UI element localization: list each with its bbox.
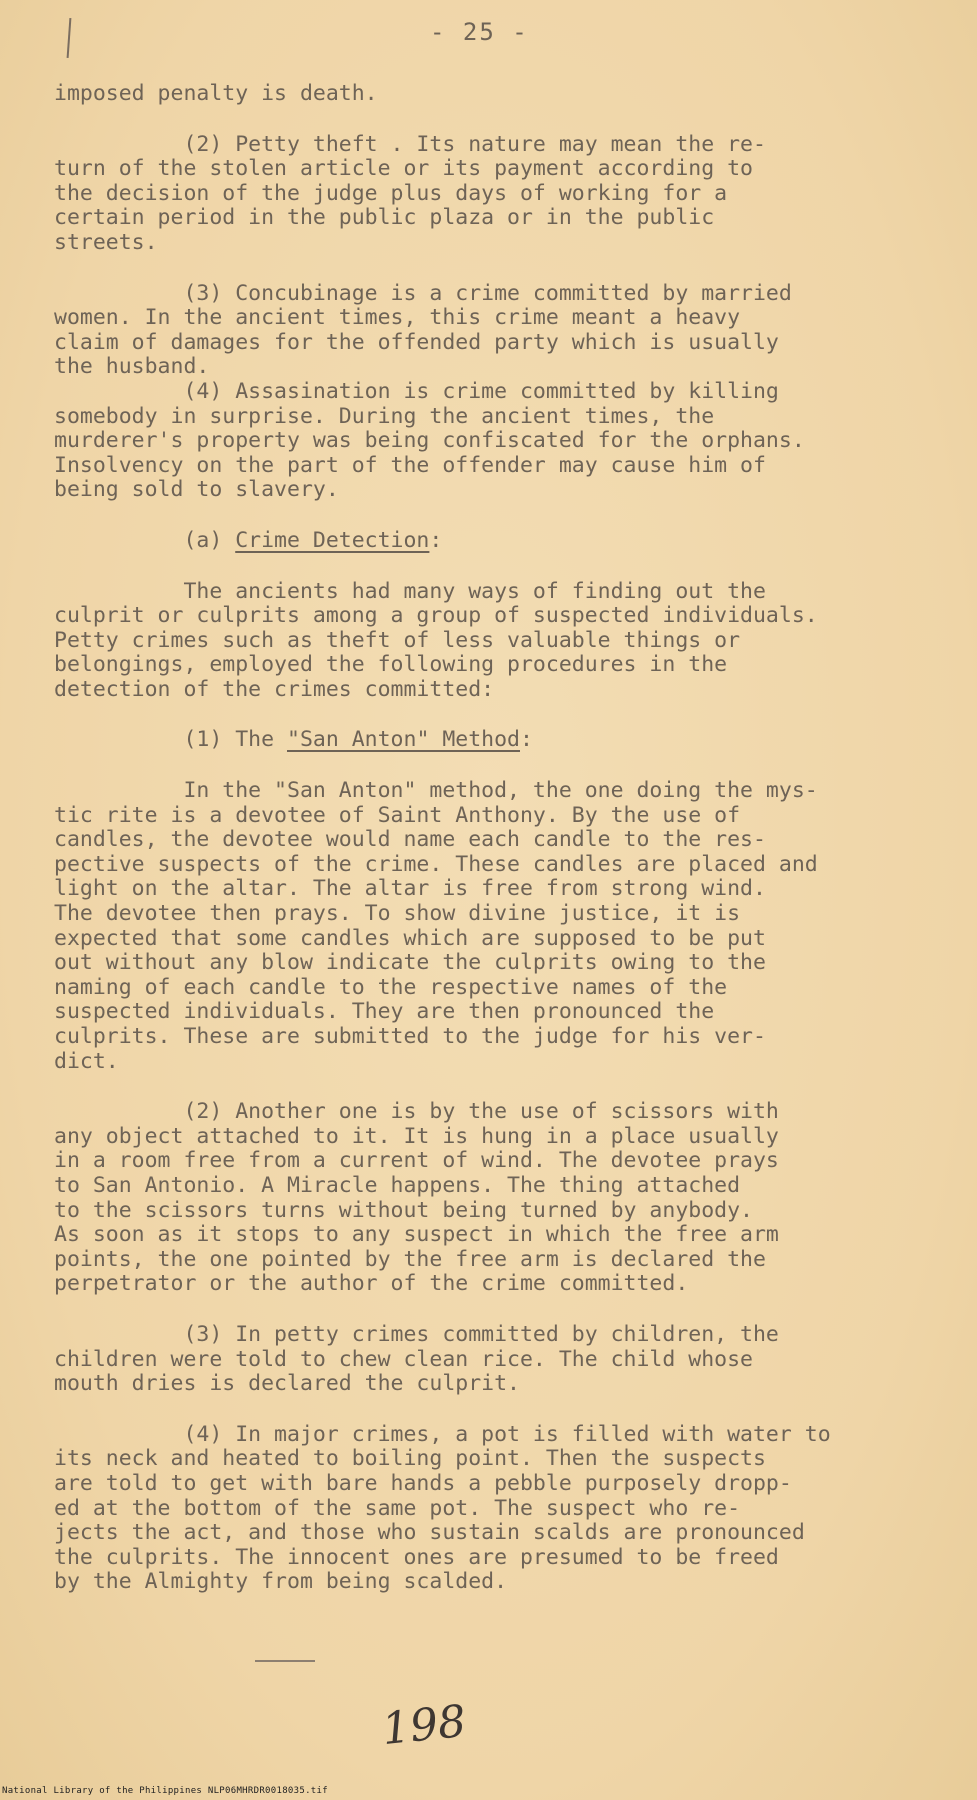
paragraph: (2) Another one is by the use of scissors with any object attached to it. It is hung in a place usually in a room free from a current of wind. The devotee prays to San Antonio. A Miracle happens. The thing attached to the scissors turns without being turned by anybody. As soon as it stops to any suspect in which the free arm points, the one pointed by the free arm is declared the perpetrator or the author of the crime committed. [54, 1099, 779, 1297]
section-heading-crime-detection: (a) Crime Detection: [54, 527, 443, 553]
paragraph: (3) Concubinage is a crime committed by married women. In the ancient times, this crime meant a heavy claim of damages for the offended party which is usually the husband. [54, 280, 792, 380]
paragraph: imposed penalty is death. [54, 81, 378, 106]
section-heading-san-anton: (1) The "San Anton" Method: [54, 727, 533, 753]
divider-line [255, 1660, 315, 1662]
paragraph: The ancients had many ways of finding out the culprit or culprits among a group of suspected individuals. Petty crimes such as theft of less valuable things or belongings, employed the following procedures in the detection of the crimes committed: [54, 578, 818, 702]
paragraph: In the "San Anton" method, the one doing the mys- tic rite is a devotee of Saint Anthony. By the use of candles, the devotee would name each candle to the res- pective suspects of the crime. These candles are placed and light on the altar. The altar is free from strong wind. The devotee then prays. To show divine justice, it is expected that some candles which are supposed to be put out without any blow indicate the culprits owing to the naming of each candle to the respective names of the suspected individuals. They are then pronounced the culprits. These are submitted to the judge for his ver- dict. [54, 778, 818, 1074]
page-number: - 25 - [430, 18, 529, 46]
paragraph: (4) In major crimes, a pot is filled with water to its neck and heated to boiling point. Then the suspects are told to get with bare hands a pebble purposely dropp- ed at the bottom of the same pot. The suspect who re- jects the act, and those who sustain scalds are pronounced the culprits. The innocent ones are presumed to be freed by the Almighty from being scalded. [54, 1421, 831, 1595]
body-text [54, 82, 934, 1595]
paragraph: (4) Assasination is crime committed by killing somebody in surprise. During the ancient times, the murderer's property was being confiscated for the orphans. Insolvency on the part of the offender may cause him of being sold to slavery. [54, 378, 805, 503]
paragraph: (3) In petty crimes committed by children, the children were told to chew clean rice. The child whose mouth dries is declared the culprit. [54, 1321, 779, 1397]
paragraph: (2) Petty theft . Its nature may mean the re- turn of the stolen article or its payment according to the decision of the judge plus days of working for a certain period in the public plaza or in the public streets. [54, 131, 766, 255]
archive-footer: National Library of the Philippines NLP06MHRDR0018035.tif [2, 1786, 328, 1796]
margin-pen-mark [67, 18, 72, 58]
handwritten-folio-number: 198 [379, 1695, 469, 1756]
